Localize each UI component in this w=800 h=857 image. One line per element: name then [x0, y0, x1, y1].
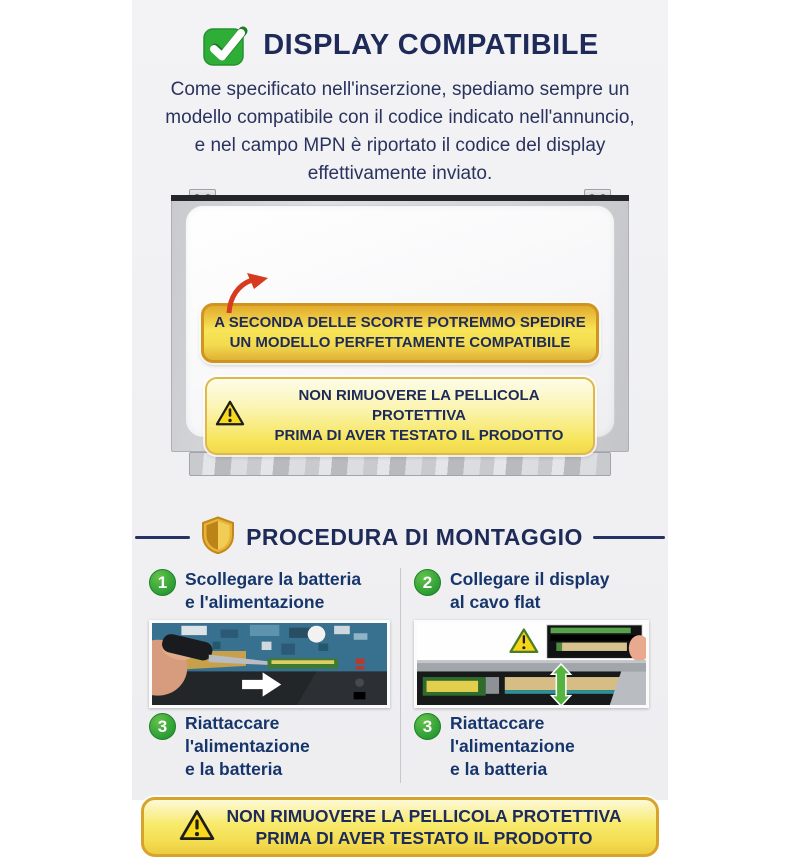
step-number-badge: 3: [149, 713, 176, 740]
step-number-badge: 1: [149, 569, 176, 596]
stock-warning-line: UN MODELLO PERFETTAMENTE COMPATIBILE: [229, 334, 571, 351]
footer-warning-banner: [141, 797, 659, 857]
step-3-right-text: Riattaccare l'alimentazione e la batteria: [450, 713, 575, 779]
step-3-left-text: Riattaccare l'alimentazione e la batteria: [185, 713, 310, 779]
warning-triangle-icon: [215, 399, 245, 433]
panel-top-strip: [171, 195, 629, 201]
header-rule-right: [593, 536, 665, 539]
product-infographic: [132, 0, 668, 848]
column-right: [400, 564, 659, 787]
lcd-panel-figure: [171, 189, 629, 476]
check-icon: [201, 22, 249, 68]
photo-disconnect-battery: [149, 620, 390, 708]
column-divider: [400, 568, 401, 783]
warning-triangle-icon: [178, 808, 216, 847]
film-warning-text: [253, 386, 585, 446]
description-line: modello compatibile con il codice indicato nell'annuncio,: [165, 107, 635, 128]
page-title: DISPLAY COMPATIBILE: [263, 28, 599, 61]
steps-grid: [141, 564, 659, 787]
step-1-text: Scollegare la batteria e l'alimentazione: [185, 569, 362, 612]
header-rule-left: [135, 536, 190, 539]
header: [132, 22, 668, 68]
step-1: [149, 568, 390, 614]
description-paragraph: [132, 76, 668, 188]
film-warning-banner: [205, 377, 595, 455]
column-left: [141, 564, 400, 787]
montaggio-title: PROCEDURA DI MONTAGGIO: [246, 523, 583, 550]
description-line: effettivamente inviato.: [307, 163, 493, 184]
step-3-left: [149, 712, 390, 781]
step-2: [414, 568, 649, 614]
film-warning-line: PRIMA DI AVER TESTATO IL PRODOTTO: [274, 427, 564, 444]
description-line: e nel campo MPN è riportato il codice del display: [194, 135, 606, 156]
description-line: Come specificato nell'inserzione, spediamo sempre un: [170, 79, 630, 100]
footer-warning-text: NON RIMUOVERE LA PELLICOLA PROTETTIVA PRIMA DI AVER TESTATO IL PRODOTTO: [226, 806, 622, 848]
step-3-right: [414, 712, 649, 781]
step-number-badge: 3: [414, 713, 441, 740]
red-arrow-icon: [221, 271, 269, 320]
film-warning-line: NON RIMUOVERE LA PELLICOLA PROTETTIVA: [298, 387, 540, 424]
stock-warning-line: A SECONDA DELLE SCORTE POTREMMO SPEDIRE: [214, 314, 586, 331]
shield-icon: [200, 516, 236, 559]
panel-foil-strip: [189, 452, 611, 476]
step-number-badge: 2: [414, 569, 441, 596]
step-2-text: Collegare il display al cavo flat: [450, 569, 610, 612]
photo-connect-flat-cable: [414, 620, 649, 708]
montaggio-header: [132, 519, 668, 555]
